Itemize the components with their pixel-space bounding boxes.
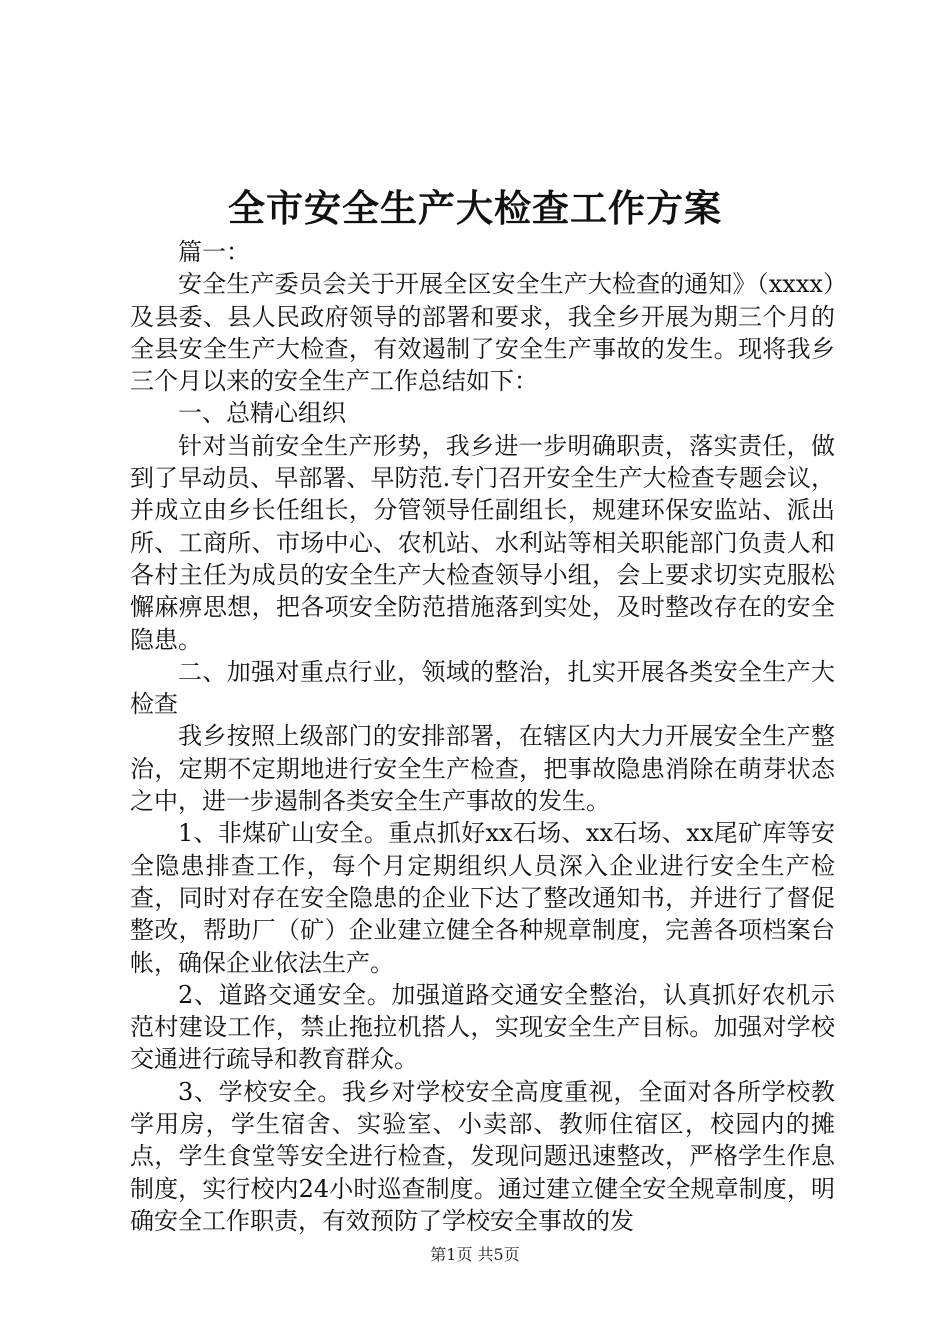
paragraph-organization: 针对当前安全生产形势，我乡进一步明确职责，落实责任，做到了早动员、早部署、早防范.专门召开安全生产大检查专题会议，并成立由乡长任组长，分管领导任副组长，规建环保安监站、派出所、工商所、市场中心、农机站、水利站等相关职能部门负责人和各村主任为成员的安全生产大检查领导小组，会上要求切实克服松懈麻痹思想，把各项安全防范措施落到实处，及时整改存在的安全隐患。 bbox=[130, 431, 835, 654]
document-body bbox=[130, 236, 835, 1237]
section-label: 篇一： bbox=[178, 238, 250, 266]
paragraph-school-safety: 3、学校安全。我乡对学校安全高度重视，全面对各所学校教学用房，学生宿舍、实验室、小卖部、教师住宿区，校园内的摊点，学生食堂等安全进行检查，发现问题迅速整改，严格学生作息制度，实行校内24小时巡查制度。通过建立健全安全规章制度，明确安全工作职责，有效预防了学校安全事故的发 bbox=[130, 1077, 835, 1235]
intro-paragraph: 安全生产委员会关于开展全区安全生产大检查的通知》（xxxx）及县委、县人民政府领导的部署和要求，我全乡开展为期三个月的全县安全生产大检查，有效遏制了安全生产事故的发生。现将我乡三个月以来的安全生产工作总结如下： bbox=[130, 270, 835, 396]
heading-one: 一、总精心组织 bbox=[178, 399, 346, 428]
page-footer: 第1页 共5页 bbox=[430, 1245, 520, 1264]
paragraph-rectification: 我乡按照上级部门的安排部署，在辖区内大力开展安全生产整治，定期不定期地进行安全生产检查，把事故隐患消除在萌芽状态之中，进一步遏制各类安全生产事故的发生。 bbox=[130, 722, 835, 816]
heading-two: 二、加强对重点行业，领域的整治，扎实开展各类安全生产大检查 bbox=[130, 657, 835, 719]
paragraph-mining-safety: 1、非煤矿山安全。重点抓好xx石场、xx石场、xx尾矿库等安全隐患排查工作，每个月定期组织人员深入企业进行安全生产检查，同时对存在安全隐患的企业下达了整改通知书，并进行了督促整改，帮助厂（矿）企业建立健全各种规章制度，完善各项档案台帐，确保企业依法生产。 bbox=[130, 819, 835, 977]
paragraph-road-safety: 2、道路交通安全。加强道路交通安全整治，认真抓好农机示范村建设工作，禁止拖拉机搭人，实现安全生产目标。加强对学校交通进行疏导和教育群众。 bbox=[130, 980, 835, 1074]
document-title: 全市安全生产大检查工作方案 bbox=[228, 186, 722, 230]
